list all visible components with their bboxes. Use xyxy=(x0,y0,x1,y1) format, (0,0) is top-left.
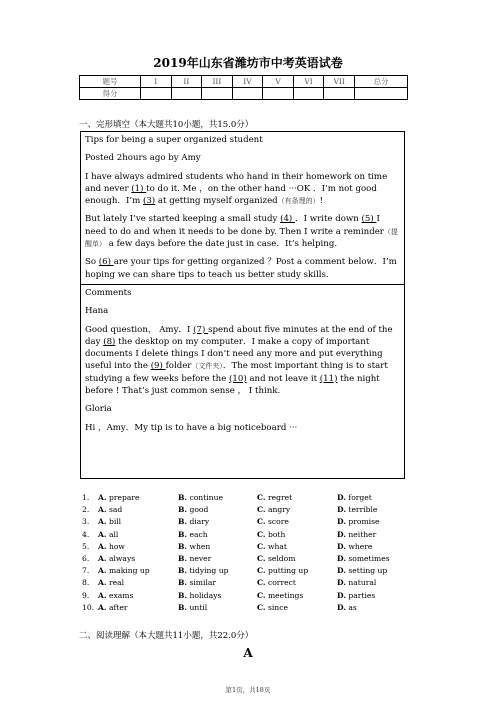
text: to do it. Me ，on the other hand ···OK ．I’m not good enough．I’m xyxy=(85,183,377,207)
chinese-gloss: （有条理的） xyxy=(277,197,320,206)
option-a xyxy=(98,505,122,514)
question-number: 7. xyxy=(82,566,90,576)
option-c xyxy=(257,542,287,551)
option-b xyxy=(178,530,208,539)
option-letter: C. xyxy=(257,505,266,515)
score-row-label: 得分 xyxy=(80,88,141,100)
option-letter: B. xyxy=(178,602,188,612)
option-text: putting up xyxy=(267,566,309,576)
option-d xyxy=(337,603,357,612)
blank-10: (10) xyxy=(229,373,247,384)
blank-8: (8) xyxy=(103,336,116,347)
option-d xyxy=(337,554,390,563)
option-letter: B. xyxy=(178,578,188,588)
option-letter: D. xyxy=(337,541,346,551)
option-letter: D. xyxy=(337,578,346,588)
option-text: when xyxy=(189,541,211,551)
option-text: natural xyxy=(348,578,377,588)
passage-block-comments xyxy=(81,285,404,437)
option-text: correct xyxy=(267,578,296,588)
score-header-cell: 总分 xyxy=(355,76,408,88)
score-table-score-row xyxy=(80,88,408,100)
option-text: meetings xyxy=(267,590,304,600)
option-c xyxy=(257,578,296,587)
option-text: all xyxy=(108,529,119,539)
post-title: Tips for being a super organized student xyxy=(85,135,263,145)
score-header-cell: I xyxy=(141,76,172,88)
passage-label-a: A xyxy=(243,646,253,660)
score-header-cell: VII xyxy=(324,76,355,88)
option-a xyxy=(98,591,133,600)
options-list xyxy=(82,493,412,615)
score-cell xyxy=(355,88,408,100)
section-heading-reading: 二、阅读理解（本大题共11小题，共22.0分） xyxy=(79,631,254,641)
option-letter: B. xyxy=(178,493,188,502)
text: spend about five minutes at the end of the day xyxy=(85,324,393,347)
option-text: angry xyxy=(267,505,291,515)
question-number: 10. xyxy=(82,602,95,612)
option-letter: B. xyxy=(178,529,188,539)
option-letter: A. xyxy=(98,578,107,588)
option-text: exams xyxy=(108,590,134,600)
option-text: sometimes xyxy=(348,553,390,563)
blank-9: (9) xyxy=(150,361,166,372)
option-text: real xyxy=(108,578,125,588)
question-number: 6. xyxy=(82,553,90,563)
blank-7: (7) xyxy=(193,324,209,335)
passage-block-post xyxy=(81,132,404,285)
option-row xyxy=(82,603,412,615)
option-b xyxy=(178,554,211,563)
option-letter: A. xyxy=(98,602,107,612)
score-header-cell: V xyxy=(263,76,294,88)
blank-3: (3) xyxy=(142,196,156,207)
option-text: neither xyxy=(348,529,377,539)
option-letter: A. xyxy=(98,590,107,600)
option-letter: B. xyxy=(178,505,188,515)
score-cell xyxy=(232,88,263,100)
text: But lately I’ve started keeping a small study xyxy=(85,214,281,225)
option-a xyxy=(98,578,124,587)
option-b xyxy=(178,493,223,502)
option-c xyxy=(257,554,295,563)
option-letter: B. xyxy=(178,590,188,600)
score-header-cell: 题号 xyxy=(80,76,141,88)
option-d xyxy=(337,493,372,502)
option-letter: B. xyxy=(178,553,188,563)
score-cell xyxy=(293,88,324,100)
option-b xyxy=(178,566,228,575)
option-letter: A. xyxy=(98,566,107,576)
option-letter: D. xyxy=(337,590,346,600)
text: ．The most important thing is to start studying a few weeks before the xyxy=(85,361,388,384)
option-row xyxy=(82,566,412,578)
score-cell xyxy=(141,88,172,100)
option-a xyxy=(98,554,135,563)
score-header-cell: III xyxy=(202,76,233,88)
option-row xyxy=(82,493,412,505)
option-d xyxy=(337,591,375,600)
option-text: setting up xyxy=(348,566,388,576)
commenter-name: Hana xyxy=(85,306,109,317)
option-row xyxy=(82,554,412,566)
blank-1: (1) xyxy=(131,183,147,194)
option-letter: B. xyxy=(178,541,188,551)
option-letter: C. xyxy=(257,566,266,576)
option-letter: B. xyxy=(178,517,188,527)
text: Good question， Amy．I xyxy=(85,324,194,335)
score-table xyxy=(79,75,408,100)
question-number: 4. xyxy=(82,529,90,539)
option-c xyxy=(257,566,308,575)
option-text: both xyxy=(267,529,286,539)
option-letter: A. xyxy=(98,517,107,527)
comment-text xyxy=(85,324,400,398)
text: folder xyxy=(165,361,192,372)
option-letter: C. xyxy=(257,529,266,539)
option-text: tidying up xyxy=(189,566,229,576)
option-b xyxy=(178,517,209,526)
text: the night before ! That’s just common sense ， I think. xyxy=(85,373,380,397)
section-heading-cloze: 一、完形填空（本大题共10小题，共15.0分） xyxy=(79,120,254,130)
option-letter: C. xyxy=(257,578,266,588)
option-letter: B. xyxy=(178,566,188,576)
blank-6: (6) xyxy=(98,257,114,268)
option-a xyxy=(98,566,150,575)
option-text: prepare xyxy=(108,493,140,502)
option-text: seldom xyxy=(267,553,296,563)
option-d xyxy=(337,505,377,514)
option-d xyxy=(337,578,376,587)
text: ! xyxy=(319,196,324,207)
option-text: how xyxy=(108,541,125,551)
option-letter: D. xyxy=(337,493,346,502)
option-text: good xyxy=(189,505,209,515)
option-b xyxy=(178,505,208,514)
option-text: forget xyxy=(348,493,372,502)
option-letter: C. xyxy=(257,493,266,502)
option-letter: A. xyxy=(98,529,107,539)
text: are your tips for getting organized ？Post a comment below．I’m hoping we can share tips to teach us better study skills. xyxy=(85,257,397,280)
comment-text: Hi ，Amy．My tip is to have a big noticeboard ··· xyxy=(85,422,298,433)
option-letter: A. xyxy=(98,493,107,502)
option-a xyxy=(98,530,118,539)
option-row xyxy=(82,542,412,554)
question-number: 3. xyxy=(82,517,90,527)
page-title: 2019年山东省潍坊市中考英语试卷 xyxy=(153,56,343,70)
option-letter: C. xyxy=(257,590,266,600)
question-number: 8. xyxy=(82,578,90,588)
question-number: 1. xyxy=(82,493,90,502)
option-text: diary xyxy=(189,517,210,527)
option-a xyxy=(98,542,125,551)
text: the desktop on my computer．I make a copy of important documents I delete things I don’t need any more and put everything useful into the xyxy=(85,336,383,372)
score-cell xyxy=(202,88,233,100)
comments-heading: Comments xyxy=(85,287,132,298)
option-row xyxy=(82,505,412,517)
option-letter: A. xyxy=(98,553,107,563)
text: I need to do and when it needs to be done by. Then I write a reminder xyxy=(85,214,384,237)
option-letter: A. xyxy=(98,541,107,551)
option-row xyxy=(82,517,412,529)
score-table-header-row xyxy=(80,76,408,88)
text: So xyxy=(85,257,99,268)
score-cell xyxy=(324,88,355,100)
text: a few days before the date just in case．It’s helping. xyxy=(106,239,338,250)
option-text: after xyxy=(108,602,128,612)
score-header-cell: IV xyxy=(232,76,263,88)
score-cell xyxy=(171,88,202,100)
blank-4: (4) xyxy=(280,214,296,225)
option-b xyxy=(178,578,216,587)
chinese-gloss: （文件夹） xyxy=(191,362,223,371)
option-row xyxy=(82,578,412,590)
commenter-name: Gloria xyxy=(85,404,112,415)
option-text: as xyxy=(348,602,357,612)
text: I have always admired students who hand in their homework on time and never xyxy=(85,171,388,194)
option-a xyxy=(98,603,127,612)
option-letter: D. xyxy=(337,505,346,515)
option-c xyxy=(257,603,288,612)
option-b xyxy=(178,542,210,551)
score-header-cell: VI xyxy=(293,76,324,88)
cloze-passage-box xyxy=(80,131,405,479)
option-c xyxy=(257,591,303,600)
option-text: sad xyxy=(108,505,123,515)
option-letter: C. xyxy=(257,517,266,527)
option-d xyxy=(337,517,379,526)
option-letter: D. xyxy=(337,517,346,527)
option-text: where xyxy=(348,541,373,551)
option-letter: A. xyxy=(98,505,107,515)
chinese-gloss: （提醒单） xyxy=(85,227,398,249)
post-paragraph xyxy=(85,171,400,208)
option-text: score xyxy=(267,517,289,527)
option-text: each xyxy=(189,529,208,539)
option-a xyxy=(98,517,121,526)
option-letter: D. xyxy=(337,553,346,563)
option-row xyxy=(82,591,412,603)
option-letter: D. xyxy=(337,529,346,539)
post-meta: Posted 2hours ago by Amy xyxy=(85,153,201,164)
option-d xyxy=(337,542,372,551)
option-text: parties xyxy=(348,590,376,600)
option-text: promise xyxy=(348,517,380,527)
question-number: 5. xyxy=(82,541,90,551)
post-paragraph xyxy=(85,213,400,250)
option-text: bill xyxy=(108,517,122,527)
option-text: since xyxy=(267,602,288,612)
page-footer: 第1页，共18页 xyxy=(225,686,271,694)
option-text: terrible xyxy=(348,505,378,515)
option-c xyxy=(257,530,285,539)
option-b xyxy=(178,591,221,600)
option-letter: D. xyxy=(337,566,346,576)
option-letter: C. xyxy=(257,553,266,563)
option-d xyxy=(337,566,387,575)
option-b xyxy=(178,603,207,612)
option-text: continue xyxy=(189,493,223,502)
option-text: what xyxy=(267,541,287,551)
option-row xyxy=(82,530,412,542)
text: and not leave it xyxy=(246,373,320,384)
option-text: regret xyxy=(267,493,293,502)
option-letter: C. xyxy=(257,541,266,551)
option-c xyxy=(257,517,289,526)
blank-11: (11) xyxy=(319,373,338,384)
option-text: never xyxy=(189,553,212,563)
question-number: 2. xyxy=(82,505,90,515)
score-cell xyxy=(263,88,294,100)
option-text: always xyxy=(108,553,136,563)
blank-5: (5) xyxy=(361,214,377,225)
option-letter: D. xyxy=(337,602,346,612)
question-number: 9. xyxy=(82,590,90,600)
option-c xyxy=(257,493,292,502)
option-text: making up xyxy=(108,566,150,576)
option-letter: C. xyxy=(257,602,266,612)
text: at getting myself organized xyxy=(155,196,278,207)
option-text: holidays xyxy=(189,590,222,600)
option-text: until xyxy=(189,602,208,612)
option-text: similar xyxy=(189,578,217,588)
post-paragraph xyxy=(85,256,400,281)
option-a xyxy=(98,493,139,502)
score-header-cell: II xyxy=(171,76,202,88)
text: ．I write down xyxy=(295,214,362,225)
option-c xyxy=(257,505,290,514)
option-d xyxy=(337,530,376,539)
